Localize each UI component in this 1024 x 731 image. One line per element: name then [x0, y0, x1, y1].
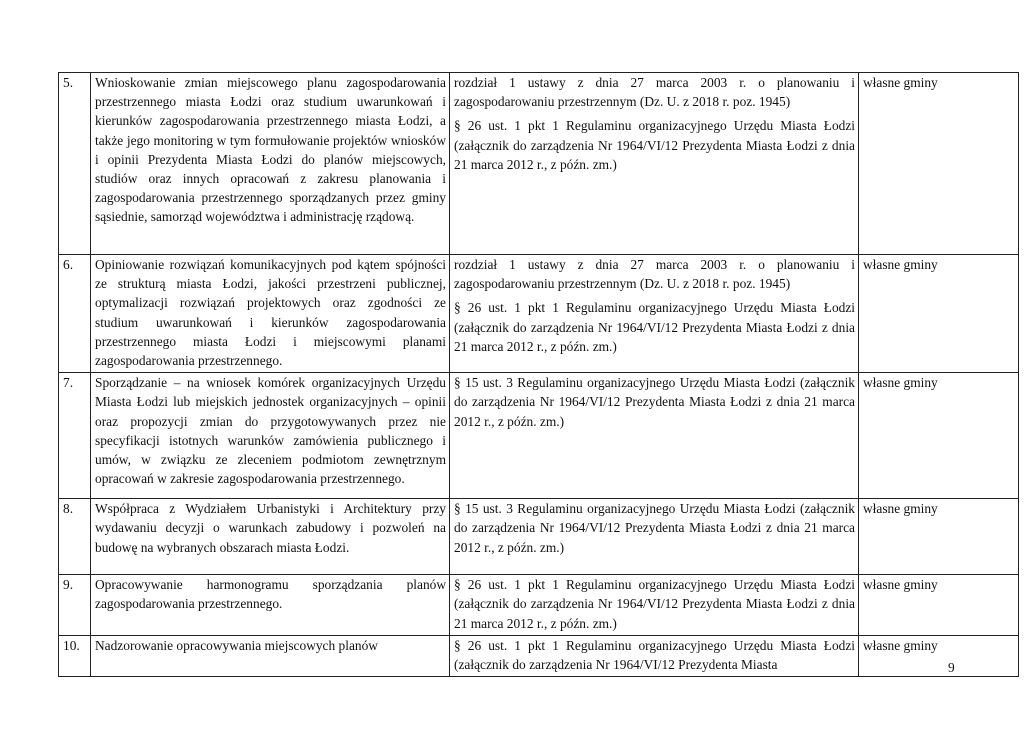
- competence: własne gminy: [859, 373, 1019, 499]
- row-number: 9.: [59, 575, 91, 636]
- competence: własne gminy: [859, 575, 1019, 636]
- tasks-table: [58, 72, 1019, 677]
- table-row: [59, 575, 1019, 636]
- row-number: 7.: [59, 373, 91, 499]
- task-description: Nadzorowanie opracowywania miejscowych planów: [91, 635, 450, 676]
- table-row: [59, 635, 1019, 676]
- competence: własne gminy: [859, 255, 1019, 373]
- task-description: Współpraca z Wydziałem Urbanistyki i Architektury przy wydawaniu decyzji o warunkach zabudowy i pozwoleń na budowę na wybranych obszarach miasta Łodzi.: [91, 499, 450, 575]
- legal-basis-paragraph: § 15 ust. 3 Regulaminu organizacyjnego Urzędu Miasta Łodzi (załącznik do zarządzenia Nr 1964/VI/12 Prezydenta Miasta Łodzi z dnia 21 marca 2012 r., z późn. zm.): [454, 501, 855, 555]
- table-row: [59, 73, 1019, 255]
- competence: własne gminy: [859, 635, 1019, 676]
- legal-basis: [450, 575, 859, 636]
- legal-basis-paragraph: rozdział 1 ustawy z dnia 27 marca 2003 r. o planowaniu i zagospodarowaniu przestrzennym (Dz. U. z 2018 r. poz. 1945): [454, 75, 855, 110]
- table-row: [59, 499, 1019, 575]
- task-description: Sporządzanie – na wniosek komórek organizacyjnych Urzędu Miasta Łodzi lub miejskich jednostek organizacyjnych – opinii oraz propozycji zmian do przygotowywanych przez nie specyfikacji istotnych warunków zamówienia publicznego i umów, w związku ze zleceniem podmiotom zewnętrznym opracowań w zakresie zagospodarowania przestrzennego.: [91, 373, 450, 499]
- task-description: Wnioskowanie zmian miejscowego planu zagospodarowania przestrzennego miasta Łodzi oraz studium uwarunkowań i kierunków zagospodarowania przestrzennego miasta Łodzi, a także jego monitoring w tym formułowanie projektów wniosków i opinii Prezydenta Miasta Łodzi do planów miejscowych, studiów oraz innych opracowań z zakresu planowania i zagospodarowania przestrzennego sporządzanych przez gminy sąsiednie, samorząd województwa i administrację rządową.: [91, 73, 450, 255]
- legal-basis-paragraph: § 26 ust. 1 pkt 1 Regulaminu organizacyjnego Urzędu Miasta Łodzi (załącznik do zarządzenia Nr 1964/VI/12 Prezydenta Miasta Łodzi z dnia 21 marca 2012 r., z późn. zm.): [454, 577, 855, 631]
- legal-basis-paragraph: § 26 ust. 1 pkt 1 Regulaminu organizacyjnego Urzędu Miasta Łodzi (załącznik do zarządzenia Nr 1964/VI/12 Prezydenta Miasta: [454, 637, 855, 673]
- page-number: 9: [948, 660, 955, 675]
- table-row: [59, 255, 1019, 373]
- row-number: 10.: [59, 635, 91, 676]
- task-description: Opracowywanie harmonogramu sporządzania planów zagospodarowania przestrzennego.: [91, 575, 450, 636]
- row-number: 5.: [59, 73, 91, 255]
- row-number: 6.: [59, 255, 91, 373]
- legal-basis: [450, 73, 859, 255]
- competence: własne gminy: [859, 73, 1019, 255]
- legal-basis: [450, 373, 859, 499]
- legal-basis-paragraph: § 26 ust. 1 pkt 1 Regulaminu organizacyjnego Urzędu Miasta Łodzi (załącznik do zarządzenia Nr 1964/VI/12 Prezydenta Miasta Łodzi z dnia 21 marca 2012 r., z późn. zm.): [454, 300, 855, 354]
- row-number: 8.: [59, 499, 91, 575]
- task-description: Opiniowanie rozwiązań komunikacyjnych pod kątem spójności ze strukturą miasta Łodzi, jakości przestrzeni publicznej, optymalizacji rozwiązań projektowych oraz zgodności ze studium uwarunkowań i kierunków zagospodarowania przestrzennego miasta Łodzi i miejscowymi planami zagospodarowania przestrzennego.: [91, 255, 450, 373]
- legal-basis: [450, 499, 859, 575]
- competence: własne gminy: [859, 499, 1019, 575]
- legal-basis: [450, 635, 859, 676]
- table-row: [59, 373, 1019, 499]
- legal-basis-paragraph: § 26 ust. 1 pkt 1 Regulaminu organizacyjnego Urzędu Miasta Łodzi (załącznik do zarządzenia Nr 1964/VI/12 Prezydenta Miasta Łodzi z dnia 21 marca 2012 r., z późn. zm.): [454, 118, 855, 172]
- legal-basis: [450, 255, 859, 373]
- legal-basis-paragraph: rozdział 1 ustawy z dnia 27 marca 2003 r. o planowaniu i zagospodarowaniu przestrzennym (Dz. U. z 2018 r. poz. 1945): [454, 257, 855, 292]
- legal-basis-paragraph: § 15 ust. 3 Regulaminu organizacyjnego Urzędu Miasta Łodzi (załącznik do zarządzenia Nr 1964/VI/12 Prezydenta Miasta Łodzi z dnia 21 marca 2012 r., z późn. zm.): [454, 375, 855, 429]
